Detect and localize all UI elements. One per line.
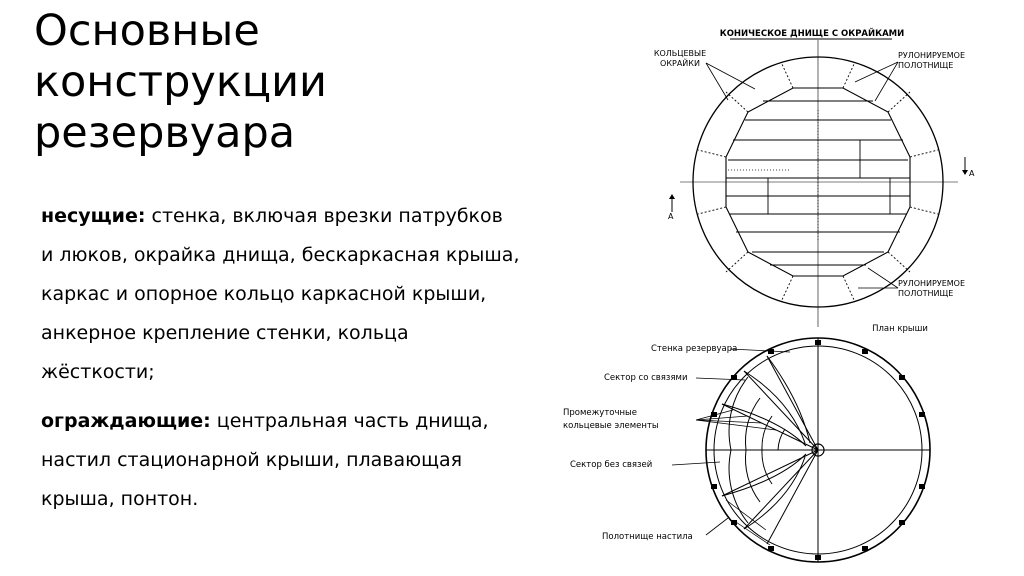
bottom-plan-diagram <box>654 27 975 327</box>
label-intermediate-rings: Промежуточные кольцевые элементы <box>563 408 659 431</box>
text-load-bearing: стенка, включая врезки патрубков и люков, окрайка днища, бескаркасная крыша, каркас и опорное кольцо каркасной крыши, анкерное крепление стенки, кольца жёсткости; <box>41 205 520 383</box>
label-tie-sector: Сектор со связями <box>604 373 688 383</box>
text-enclosing: центральная часть днища, настил стационарной крыши, плавающая крыша, понтон. <box>41 410 489 510</box>
section-label-right: A <box>969 169 975 178</box>
tie-sector <box>714 356 818 544</box>
bottom-plan-title: Коническое днище с окрайками <box>719 29 905 39</box>
label-rolled-sheet-bottom: Рулонируемое полотнище <box>898 279 966 298</box>
label-tank-wall: Стенка резервуара <box>651 344 738 354</box>
section-label-left: A <box>668 212 674 221</box>
roof-plan-title: План крыши <box>872 324 928 334</box>
term-load-bearing: несущие: <box>41 205 146 227</box>
roof-plan-diagram <box>563 324 930 562</box>
term-enclosing: ограждающие: <box>41 410 211 432</box>
label-annular-rings: Кольцевые окрайки <box>653 49 707 68</box>
title-line-1: Основные <box>34 6 260 56</box>
callout-leaders <box>706 62 898 288</box>
title-line-2: конструкции <box>34 57 327 107</box>
label-no-tie-sector: Сектор без связей <box>570 460 653 470</box>
weld-marks <box>728 110 855 240</box>
label-deck-sheet: Полотнище настила <box>602 532 693 542</box>
label-rolled-sheet-top: Рулонируемое полотнище <box>898 51 966 70</box>
title-line-3: резервуара <box>34 108 296 158</box>
